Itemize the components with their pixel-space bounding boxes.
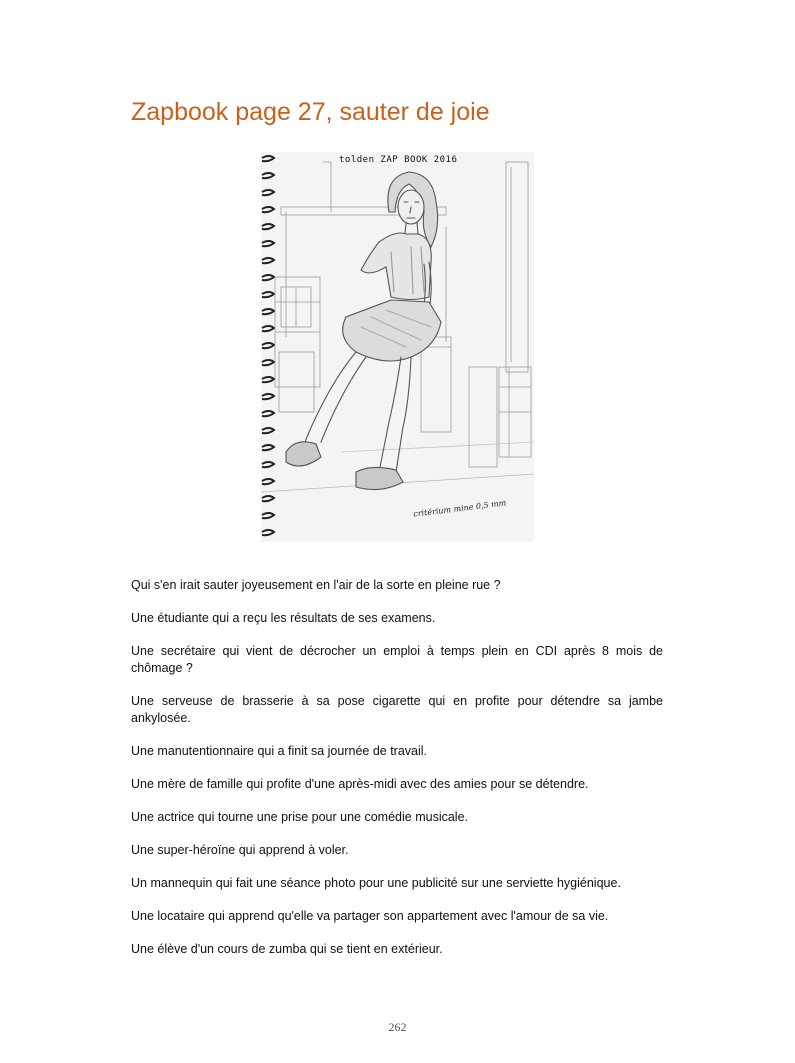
sketch-caption-bottom: critérium mine 0,5 mm [412, 498, 507, 519]
paragraph: Une élève d'un cours de zumba qui se tient en extérieur. [131, 942, 443, 956]
paragraph: Une mère de famille qui profite d'une après-midi avec des amies pour se détendre. [131, 777, 589, 791]
paragraph: Qui s'en irait sauter joyeusement en l'air de la sorte en pleine rue ? [131, 578, 501, 592]
paragraph: Une serveuse de brasserie à sa pose cigarette qui en profite pour détendre sa jambe ankylosée. [131, 694, 663, 725]
paragraph: Une étudiante qui a reçu les résultats de ses examens. [131, 611, 436, 625]
pencil-sketch-drawing [261, 152, 534, 542]
paragraph: Une super-héroïne qui apprend à voler. [131, 843, 349, 857]
sketch-caption-top: tolden ZAP BOOK 2016 [339, 155, 458, 165]
article-body [131, 577, 663, 974]
paragraph: Une secrétaire qui vient de décrocher un emploi à temps plein en CDI après 8 mois de chômage ? [131, 644, 663, 675]
paragraph: Une locataire qui apprend qu'elle va partager son appartement avec l'amour de sa vie. [131, 909, 609, 923]
page-title: Zapbook page 27, sauter de joie [131, 98, 490, 126]
paragraph: Un mannequin qui fait une séance photo pour une publicité sur une serviette hygiénique. [131, 876, 621, 890]
page-number: 262 [388, 1020, 407, 1034]
sketch-illustration [261, 152, 534, 542]
paragraph: Une manutentionnaire qui a finit sa journée de travail. [131, 744, 428, 758]
paragraph: Une actrice qui tourne une prise pour une comédie musicale. [131, 810, 468, 824]
